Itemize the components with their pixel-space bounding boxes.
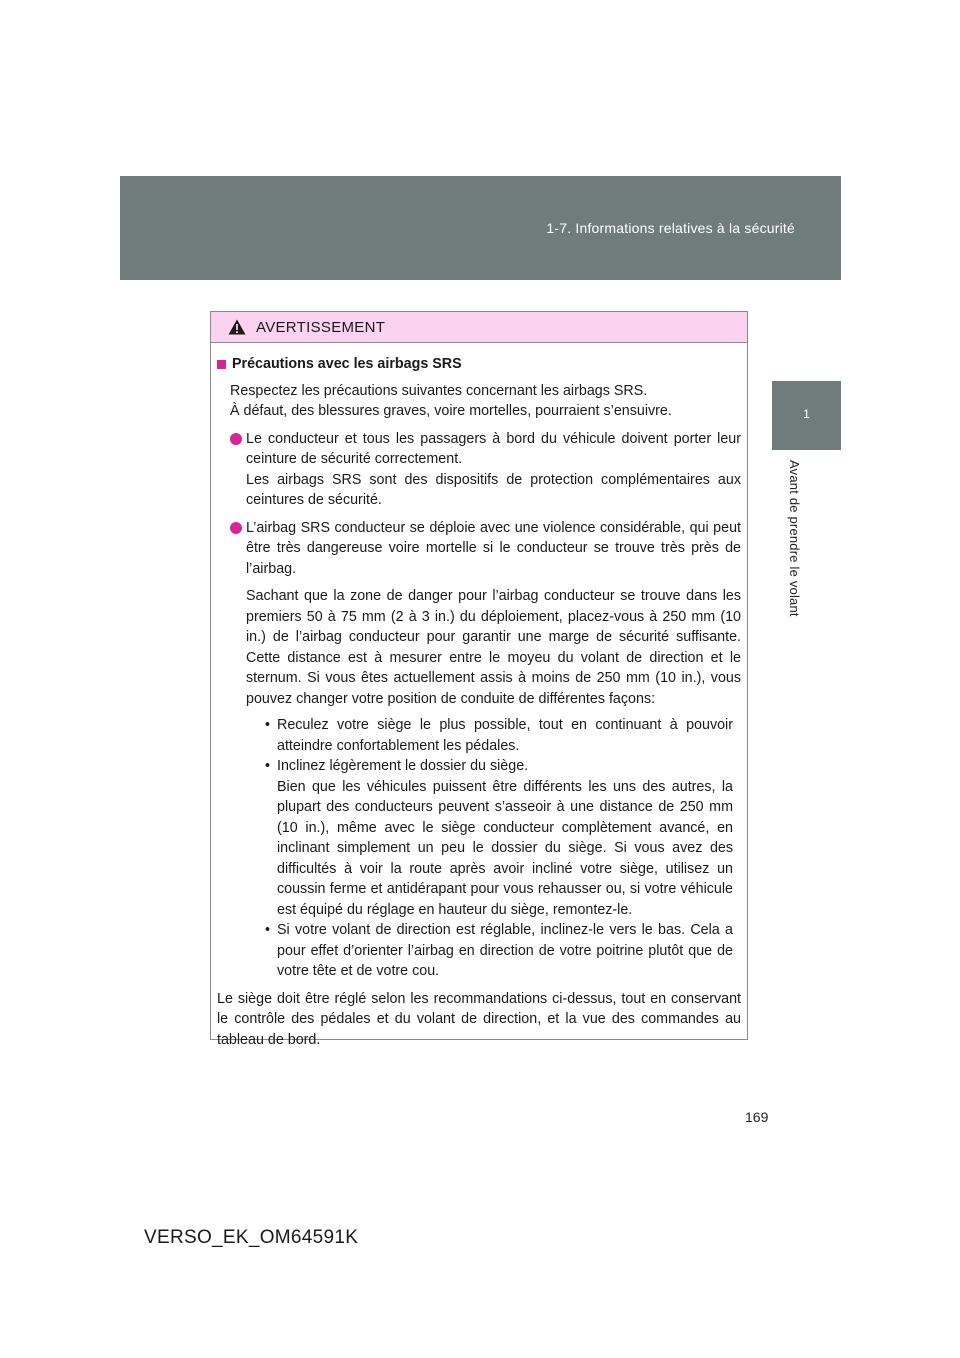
item1-line1: Le conducteur et tous les passagers à bord du véhicule doivent porter leur ceinture de sécurité correctement. xyxy=(246,430,741,467)
bullet-marker: • xyxy=(265,758,271,774)
list-item xyxy=(230,518,741,982)
circle-bullet-icon xyxy=(230,433,242,445)
bullet-text: Si votre volant de direction est réglable, inclinez-le vers le bas. Cela a pour effet d’orienter l’airbag en direction de votre poitrine plutôt que de votre tête et de votre cou. xyxy=(277,922,733,979)
circle-bullet-icon xyxy=(230,522,242,534)
bullet-text-extra: Bien que les véhicules puissent être différents les uns des autres, la plupart des conducteurs peuvent s’asseoir à une distance de 250 mm (10 in.), même avec le siège conducteur complètement avancé, en inclinant simplement un peu le dossier du siège. Si vous avez des difficultés à voir la route après avoir incliné votre siège, utilisez un coussin ferme et antidérapant pour vous rehausser ou, si votre véhicule est équipé du réglage en hauteur du siège, remontez-le. xyxy=(277,778,733,918)
bullet-text-main: Inclinez légèrement le dossier du siège. xyxy=(277,758,529,774)
list-item xyxy=(230,429,741,511)
intro-line-2: À défaut, des blessures graves, voire mortelles, pourraient s’ensuivre. xyxy=(230,403,672,419)
bullet-item xyxy=(265,756,733,920)
bullet-marker: • xyxy=(265,717,271,733)
bullet-marker: • xyxy=(265,922,271,938)
list-item-text xyxy=(246,518,741,982)
item1-line2: Les airbags SRS sont des dispositifs de protection complémentaires aux ceintures de sécurité. xyxy=(246,471,741,508)
chapter-tab xyxy=(772,381,841,450)
bullet-list xyxy=(246,715,741,982)
warning-triangle-icon xyxy=(228,319,246,335)
chapter-number: 1 xyxy=(803,407,810,421)
item2-paragraph: Sachant que la zone de danger pour l’airbag conducteur se trouve dans les premiers 50 à 75 mm (2 à 3 in.) du déploiement, placez-vous à 250 mm (10 in.) de l’airbag conducteur pour garantir une marge de sécurité suffisante. Cette distance est à mesurer entre le moyeu du volant de direction et le sternum. Si vous êtes actuellement assis à moins de 250 mm (10 in.), vous pouvez changer votre position de conduite de différentes façons: xyxy=(246,588,741,707)
bullet-text xyxy=(277,756,733,920)
section-title: 1-7. Informations relatives à la sécurité xyxy=(546,220,795,236)
square-bullet-icon xyxy=(217,360,226,369)
warning-box xyxy=(210,311,748,1048)
section-heading xyxy=(217,354,741,375)
warning-content xyxy=(217,381,741,982)
bullet-item xyxy=(265,715,733,756)
bullet-item xyxy=(265,920,733,982)
heading-text: Précautions avec les airbags SRS xyxy=(232,356,462,372)
warning-title: AVERTISSEMENT xyxy=(256,318,386,336)
list-item-text xyxy=(246,429,741,511)
page-number: 169 xyxy=(745,1109,769,1125)
chapter-side-label: Avant de prendre le volant xyxy=(787,460,802,617)
intro-line-1: Respectez les précautions suivantes concernant les airbags SRS. xyxy=(230,382,648,399)
warning-body xyxy=(211,343,747,1050)
warning-header xyxy=(211,312,747,343)
document-code: VERSO_EK_OM64591K xyxy=(144,1227,359,1248)
header-band xyxy=(120,176,841,280)
item2-text: L’airbag SRS conducteur se déploie avec une violence considérable, qui peut être très dangereuse voire mortelle si le conducteur se trouve très près de l’airbag. xyxy=(246,519,741,577)
closing-text: Le siège doit être réglé selon les recommandations ci-dessus, tout en conservant le contrôle des pédales et du volant de direction, et la vue des commandes au tableau de bord. xyxy=(217,990,741,1048)
intro-text xyxy=(230,381,741,422)
bullet-text: Reculez votre siège le plus possible, tout en continuant à pouvoir atteindre confortablement les pédales. xyxy=(277,717,733,754)
